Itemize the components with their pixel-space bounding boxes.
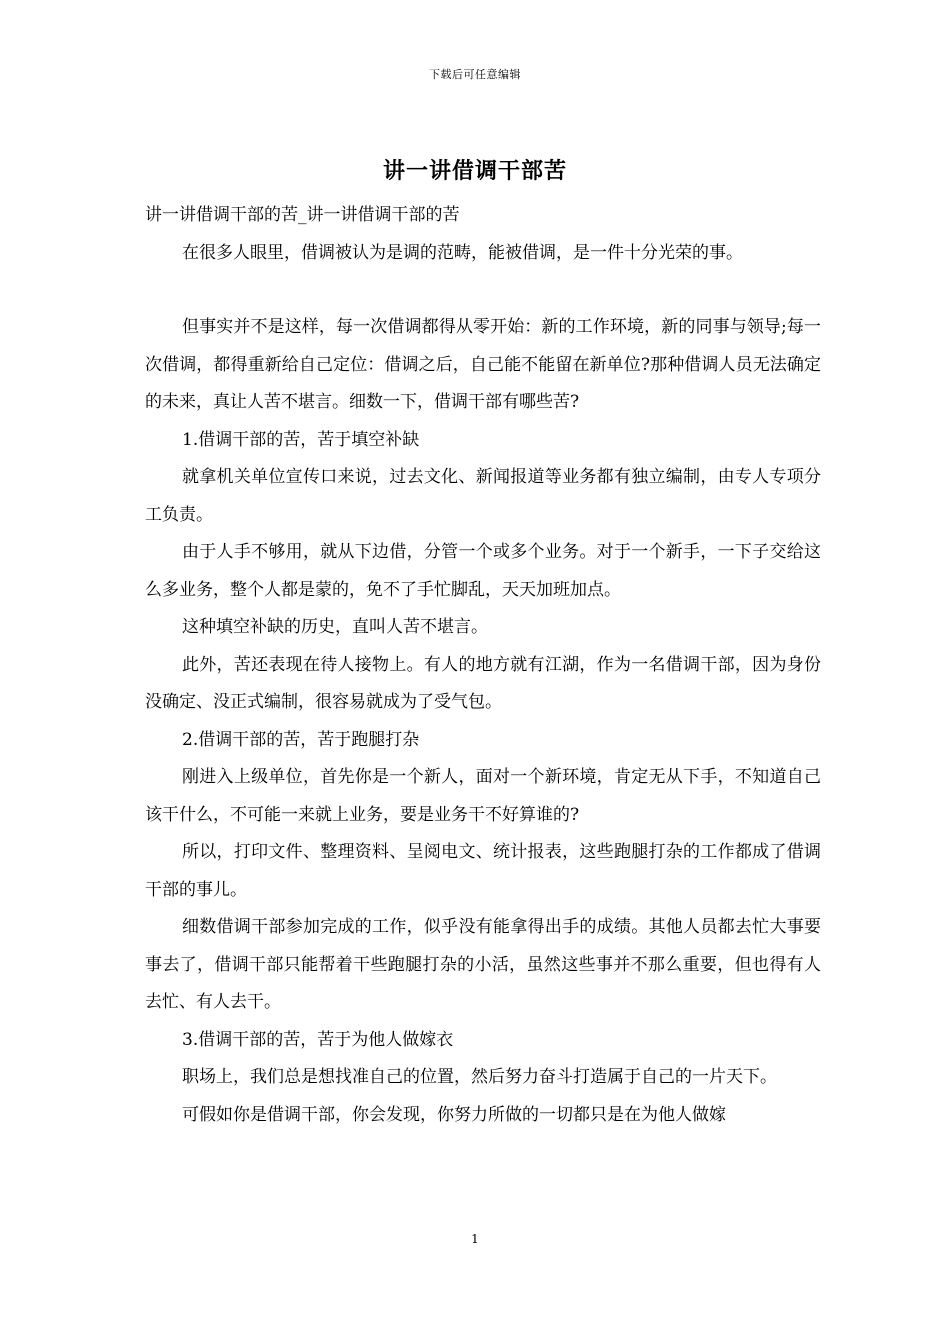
page-number: 1 (471, 1232, 479, 1246)
header-note: 下载后可任意编辑 (429, 68, 521, 81)
body-paragraph: 可假如你是借调干部，你会发现，你努力所做的一切都只是在为他人做嫁 (182, 1104, 726, 1125)
section-heading: 1.借调干部的苦，苦于填空补缺 (182, 429, 420, 450)
section-heading: 2.借调干部的苦，苦于跑腿打杂 (182, 729, 420, 750)
body-paragraph: 细数借调干部参加完成的工作，似乎没有能拿得出手的成绩。其他人员都去忙大事要事去了，借调干部只能帮着干些跑腿打杂的小活，虽然这些事并不那么重要，但也得有人去忙、有人去干。 (145, 917, 821, 1012)
body-paragraph: 刚进入上级单位，首先你是一个新人，面对一个新环境，肯定无从下手，不知道自己该干什么，不可能一来就上业务，要是业务干不好算谁的? (145, 767, 821, 825)
document-body (145, 197, 821, 1134)
document-title: 讲一讲借调干部苦 (382, 158, 567, 184)
body-paragraph: 职场上，我们总是想找准自己的位置，然后努力奋斗打造属于自己的一片天下。 (182, 1067, 777, 1087)
body-paragraph: 在很多人眼里，借调被认为是调的范畴，能被借调，是一件十分光荣的事。 (182, 242, 743, 263)
section-heading: 3.借调干部的苦，苦于为他人做嫁衣 (182, 1029, 454, 1050)
body-paragraph: 但事实并不是这样，每一次借调都得从零开始：新的工作环境，新的同事与领导;每一次借调，都得重新给自己定位：借调之后，自己能不能留在新单位?那种借调人员无法确定的未来，真让人苦不堪言。细数一下，借调干部有哪些苦? (145, 317, 821, 412)
body-paragraph: 这种填空补缺的历史，直叫人苦不堪言。 (182, 617, 488, 637)
body-paragraph: 由于人手不够用，就从下边借，分管一个或多个业务。对于一个新手，一下子交给这么多业务，整个人都是蒙的，免不了手忙脚乱，天天加班加点。 (145, 542, 821, 600)
body-paragraph: 此外，苦还表现在待人接物上。有人的地方就有江湖，作为一名借调干部，因为身份没确定、没正式编制，很容易就成为了受气包。 (145, 654, 821, 712)
body-paragraph: 所以，打印文件、整理资料、呈阅电文、统计报表，这些跑腿打杂的工作都成了借调干部的事儿。 (145, 842, 821, 900)
subtitle-paragraph: 讲一讲借调干部的苦_讲一讲借调干部的苦 (145, 205, 460, 225)
body-paragraph: 就拿机关单位宣传口来说，过去文化、新闻报道等业务都有独立编制，由专人专项分工负责。 (145, 467, 821, 525)
